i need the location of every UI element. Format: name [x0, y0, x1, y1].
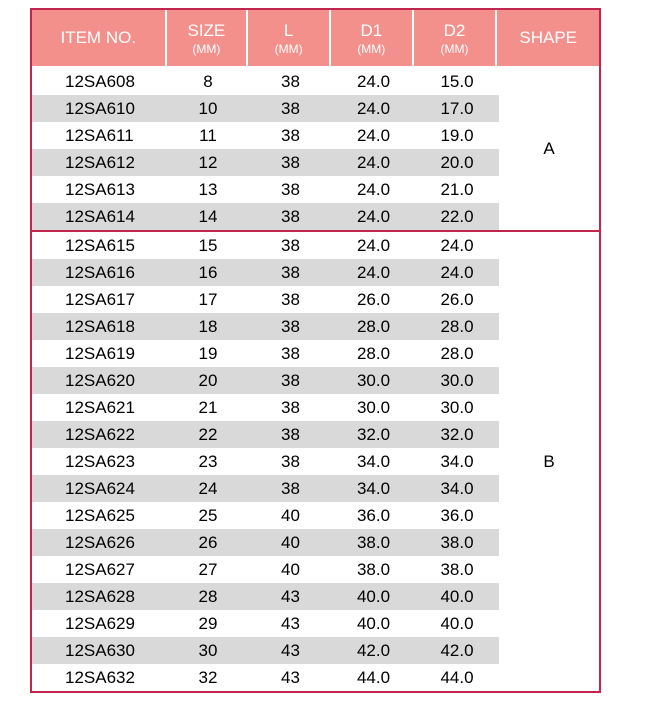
item-no-cell: 12SA627 — [65, 560, 135, 579]
header-unit: (MM) — [192, 41, 221, 56]
size-cell: 8 — [203, 72, 213, 91]
header-unit: (MM) — [274, 41, 303, 56]
d2-cell: 24.0 — [440, 236, 474, 255]
d1-cell: 24.0 — [356, 236, 391, 255]
item-no-cell: 12SA618 — [65, 317, 135, 336]
item-no-cell: 12SA613 — [65, 180, 135, 199]
table-row — [32, 475, 499, 502]
item-no-cell: 12SA616 — [65, 263, 135, 282]
table-row — [32, 95, 499, 122]
d2-cell: 24.0 — [440, 263, 474, 282]
d2-cell: 17.0 — [440, 99, 474, 118]
d1-cell: 42.0 — [356, 641, 391, 660]
d2-cell: 28.0 — [440, 317, 474, 336]
d2-cell: 38.0 — [440, 533, 474, 552]
table-row — [32, 122, 499, 149]
group-rows — [32, 232, 499, 691]
item-no-cell: 12SA617 — [65, 290, 135, 309]
d2-cell: 30.0 — [440, 398, 474, 417]
item-no-cell: 12SA612 — [65, 153, 135, 172]
l-cell: 40 — [281, 560, 300, 579]
l-cell: 38 — [281, 126, 300, 145]
item-no-cell: 12SA624 — [65, 479, 135, 498]
header-label: D2 — [443, 20, 466, 40]
shape-cell: A — [499, 68, 599, 230]
d2-cell: 32.0 — [440, 425, 474, 444]
header-size — [167, 10, 249, 66]
header-label: D1 — [360, 20, 383, 40]
d1-cell: 34.0 — [356, 479, 391, 498]
item-no-cell: 12SA629 — [65, 614, 135, 633]
l-cell: 38 — [281, 72, 300, 91]
header-unit: (MM) — [357, 41, 386, 56]
size-cell: 24 — [198, 479, 218, 498]
d2-cell: 42.0 — [440, 641, 474, 660]
d1-cell: 24.0 — [356, 99, 391, 118]
l-cell: 38 — [281, 398, 300, 417]
table-row — [32, 68, 499, 95]
d2-cell: 38.0 — [440, 560, 474, 579]
l-cell: 38 — [281, 425, 300, 444]
group-rows — [32, 68, 499, 230]
d2-cell: 34.0 — [440, 452, 474, 471]
table-row — [32, 394, 499, 421]
l-cell: 38 — [281, 153, 300, 172]
header-label: SIZE — [187, 20, 226, 40]
l-cell: 38 — [281, 207, 300, 226]
size-cell: 17 — [198, 290, 218, 309]
d1-cell: 24.0 — [356, 207, 391, 226]
item-no-cell: 12SA621 — [65, 398, 135, 417]
size-cell: 14 — [198, 207, 218, 226]
table-row — [32, 529, 499, 556]
d1-cell: 32.0 — [356, 425, 391, 444]
header-d2 — [414, 10, 498, 66]
d1-cell: 24.0 — [356, 180, 391, 199]
d1-cell: 24.0 — [356, 72, 391, 91]
d1-cell: 26.0 — [356, 290, 391, 309]
item-no-cell: 12SA623 — [65, 452, 135, 471]
spec-table — [30, 8, 601, 693]
table-row — [32, 664, 499, 691]
size-cell: 15 — [198, 236, 218, 255]
shape-group — [32, 230, 599, 691]
item-no-cell: 12SA620 — [65, 371, 135, 390]
size-cell: 13 — [198, 180, 218, 199]
table-row — [32, 583, 499, 610]
header-label: L — [283, 20, 294, 40]
header-l — [248, 10, 331, 66]
d1-cell: 38.0 — [356, 533, 391, 552]
table-row — [32, 556, 499, 583]
table-row — [32, 448, 499, 475]
size-cell: 12 — [198, 153, 218, 172]
l-cell: 38 — [281, 236, 300, 255]
item-no-cell: 12SA630 — [65, 641, 135, 660]
size-cell: 26 — [198, 533, 218, 552]
d1-cell: 24.0 — [356, 263, 391, 282]
l-cell: 38 — [281, 479, 300, 498]
d1-cell: 36.0 — [356, 506, 391, 525]
d1-cell: 24.0 — [356, 153, 391, 172]
l-cell: 38 — [281, 371, 300, 390]
header-shape — [497, 10, 599, 66]
d2-cell: 40.0 — [440, 587, 474, 606]
l-cell: 38 — [281, 452, 300, 471]
table-row — [32, 340, 499, 367]
size-cell: 28 — [198, 587, 218, 606]
table-body — [32, 68, 599, 691]
l-cell: 40 — [281, 506, 300, 525]
size-cell: 16 — [198, 263, 218, 282]
item-no-cell: 12SA614 — [65, 207, 135, 226]
table-row — [32, 637, 499, 664]
d1-cell: 30.0 — [356, 398, 391, 417]
header-unit: (MM) — [440, 41, 469, 56]
l-cell: 40 — [281, 533, 300, 552]
d2-cell: 36.0 — [440, 506, 474, 525]
shape-cell: B — [499, 232, 599, 691]
d2-cell: 40.0 — [440, 614, 474, 633]
d1-cell: 34.0 — [356, 452, 391, 471]
size-cell: 25 — [198, 506, 218, 525]
header-d1 — [331, 10, 414, 66]
d2-cell: 22.0 — [440, 207, 474, 226]
table-row — [32, 176, 499, 203]
d1-cell: 38.0 — [356, 560, 391, 579]
size-cell: 23 — [198, 452, 218, 471]
size-cell: 10 — [198, 99, 218, 118]
l-cell: 43 — [281, 587, 300, 606]
item-no-cell: 12SA608 — [65, 72, 135, 91]
d2-cell: 34.0 — [440, 479, 474, 498]
d2-cell: 44.0 — [440, 668, 474, 687]
d2-cell: 19.0 — [440, 126, 474, 145]
size-cell: 18 — [198, 317, 218, 336]
item-no-cell: 12SA622 — [65, 425, 135, 444]
table-header — [32, 10, 599, 68]
size-cell: 21 — [198, 398, 218, 417]
size-cell: 32 — [198, 668, 218, 687]
l-cell: 43 — [281, 668, 300, 687]
item-no-cell: 12SA610 — [65, 99, 135, 118]
d1-cell: 30.0 — [356, 371, 391, 390]
table-row — [32, 232, 499, 259]
size-cell: 20 — [198, 371, 218, 390]
d2-cell: 20.0 — [440, 153, 474, 172]
size-cell: 19 — [198, 344, 218, 363]
d1-cell: 44.0 — [356, 668, 391, 687]
table-row — [32, 286, 499, 313]
d1-cell: 40.0 — [356, 587, 391, 606]
l-cell: 38 — [281, 344, 300, 363]
header-label: ITEM NO. — [60, 28, 137, 47]
item-no-cell: 12SA619 — [65, 344, 135, 363]
item-no-cell: 12SA615 — [65, 236, 135, 255]
l-cell: 38 — [281, 263, 300, 282]
d1-cell: 24.0 — [356, 126, 391, 145]
d2-cell: 21.0 — [440, 180, 474, 199]
l-cell: 38 — [281, 290, 300, 309]
table-row — [32, 610, 499, 637]
d1-cell: 40.0 — [356, 614, 391, 633]
item-no-cell: 12SA626 — [65, 533, 135, 552]
shape-group — [32, 68, 599, 230]
size-cell: 11 — [199, 126, 217, 145]
l-cell: 38 — [281, 180, 300, 199]
table-row — [32, 502, 499, 529]
item-no-cell: 12SA625 — [65, 506, 135, 525]
d2-cell: 28.0 — [440, 344, 474, 363]
size-cell: 29 — [198, 614, 218, 633]
table-row — [32, 421, 499, 448]
item-no-cell: 12SA611 — [65, 126, 134, 145]
d2-cell: 15.0 — [440, 72, 474, 91]
l-cell: 43 — [281, 641, 300, 660]
l-cell: 38 — [281, 99, 300, 118]
table-row — [32, 203, 499, 230]
d1-cell: 28.0 — [356, 317, 391, 336]
d2-cell: 26.0 — [440, 290, 474, 309]
item-no-cell: 12SA628 — [65, 587, 135, 606]
d1-cell: 28.0 — [356, 344, 391, 363]
table-row — [32, 313, 499, 340]
header-label: SHAPE — [519, 28, 577, 47]
size-cell: 22 — [198, 425, 218, 444]
l-cell: 43 — [281, 614, 300, 633]
table-row — [32, 259, 499, 286]
item-no-cell: 12SA632 — [65, 668, 135, 687]
table-row — [32, 149, 499, 176]
size-cell: 30 — [198, 641, 218, 660]
l-cell: 38 — [281, 317, 300, 336]
d2-cell: 30.0 — [440, 371, 474, 390]
table-row — [32, 367, 499, 394]
size-cell: 27 — [198, 560, 218, 579]
header-item-no — [32, 10, 167, 66]
